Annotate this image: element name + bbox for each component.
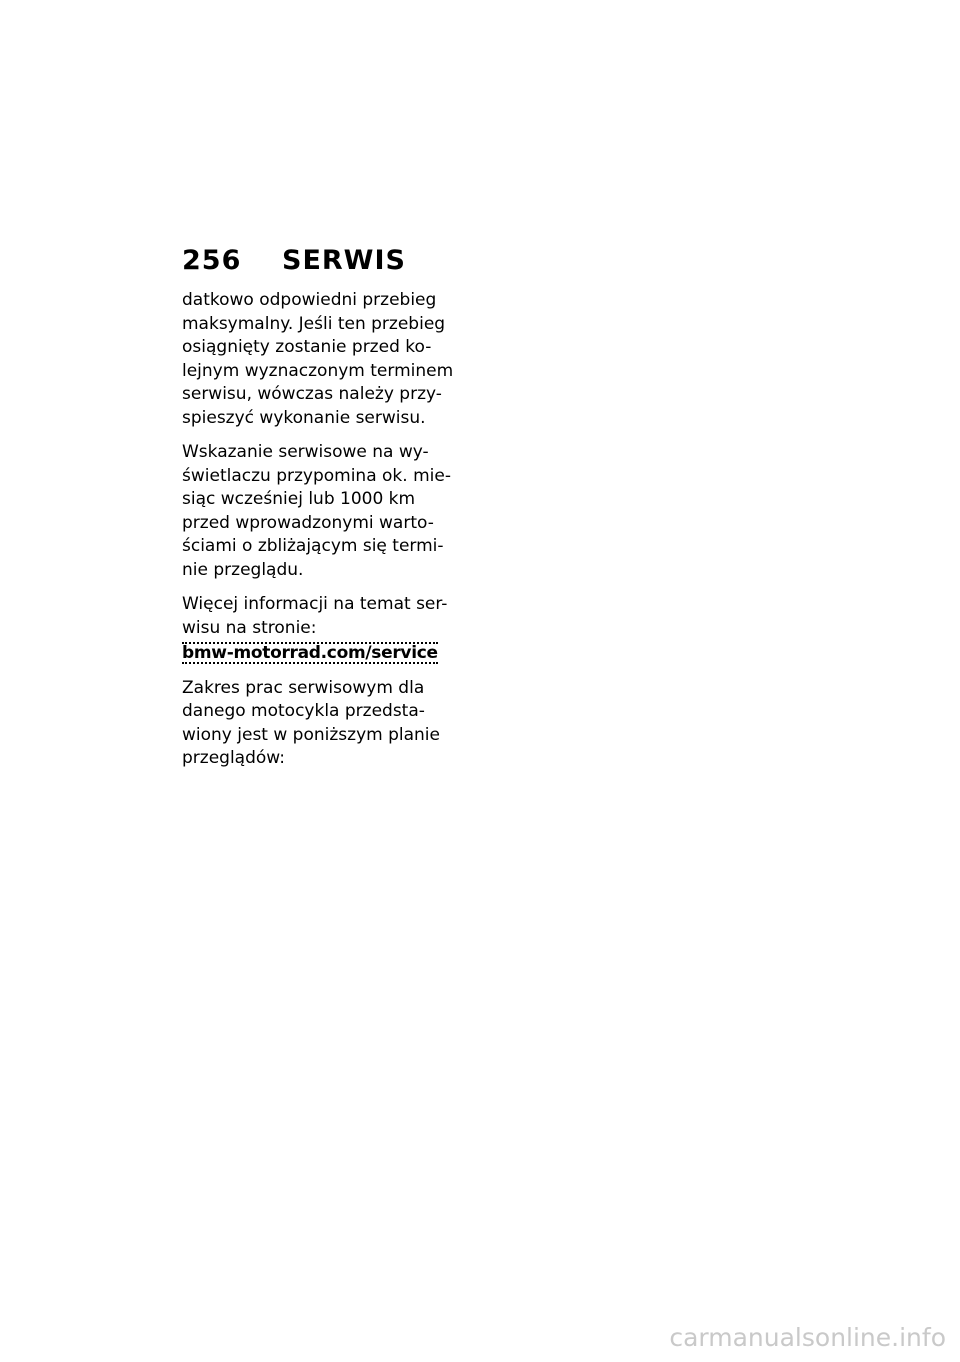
- text-line: ściami o zbliżającym się termi-: [182, 536, 444, 556]
- section-title: SERWIS: [282, 244, 406, 276]
- text-line: Więcej informacji na temat ser-: [182, 594, 448, 614]
- paragraph-scope-of-work: [182, 677, 464, 771]
- text-line: spieszyć wykonanie serwisu.: [182, 407, 426, 428]
- text-line: siąc wcześniej lub 1000 km: [182, 489, 416, 509]
- text-line: nie przeglądu.: [182, 559, 304, 580]
- text-line: wiony jest w poniższym planie: [182, 724, 440, 745]
- text-line: świetlaczu przypomina ok. mie-: [182, 465, 451, 486]
- text-line: Wskazanie serwisowe na wy-: [182, 442, 429, 462]
- text-line: wisu na stronie:: [182, 617, 317, 638]
- text-line: przed wprowadzonymi warto-: [182, 512, 434, 533]
- watermark: carmanualsonline.info: [669, 1323, 946, 1352]
- text-line: osiągnięty zostanie przed ko-: [182, 337, 432, 357]
- text-line: przeglądów:: [182, 748, 285, 768]
- service-website-link[interactable]: bmw-motorrad.com/service: [182, 643, 438, 663]
- body-text-column: [182, 289, 464, 782]
- text-line: serwisu, wówczas należy przy-: [182, 384, 442, 404]
- paragraph-service-indicator: [182, 441, 464, 582]
- text-line: Zakres prac serwisowym dla: [182, 677, 425, 698]
- text-line: maksymalny. Jeśli ten przebieg: [182, 313, 446, 334]
- text-line: datkowo odpowiedni przebieg: [182, 290, 437, 310]
- paragraph-more-info: [182, 593, 464, 666]
- page-number: 256: [182, 244, 242, 276]
- text-line: lejnym wyznaczonym terminem: [182, 360, 454, 381]
- paragraph-mileage: [182, 289, 464, 430]
- text-line: danego motocykla przedsta-: [182, 701, 425, 721]
- page-header: [182, 240, 406, 280]
